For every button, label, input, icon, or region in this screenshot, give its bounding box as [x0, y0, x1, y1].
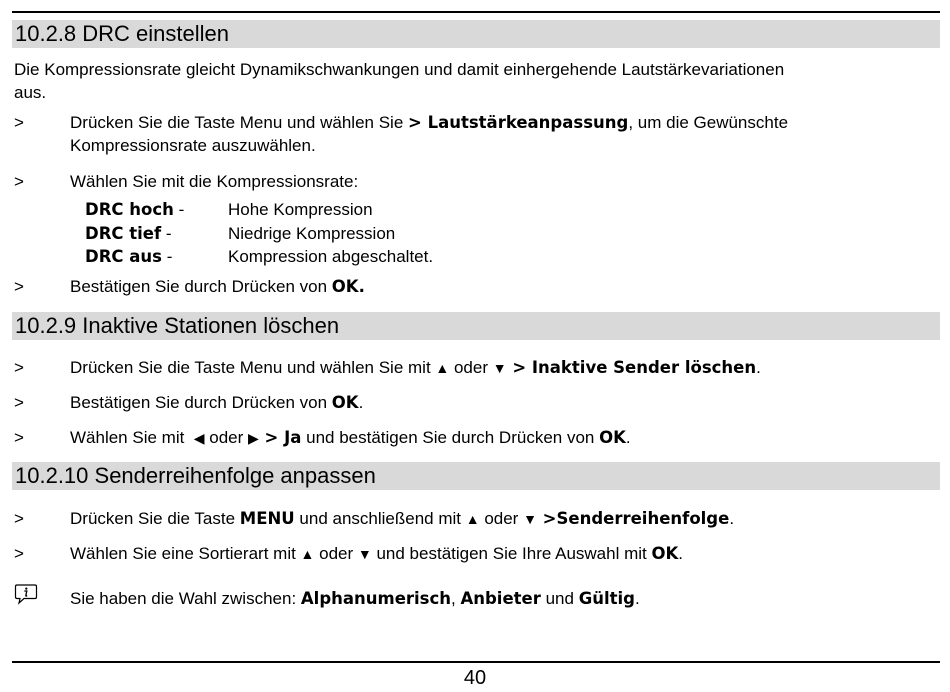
- bullet-marker: >: [14, 172, 24, 191]
- arrow-down-icon: ▼: [357, 546, 372, 562]
- step-choose-yes: Wählen Sie mit ◀ oder ▶ > Ja und bestätigen Sie durch Drücken von OK.: [70, 428, 631, 447]
- drc-option-desc: Niedrige Kompression: [228, 224, 396, 243]
- drc-option-key: DRC hoch -: [85, 200, 185, 219]
- step-confirm: Bestätigen Sie durch Drücken von OK.: [70, 393, 364, 412]
- drc-option-key: DRC tief -: [85, 224, 172, 243]
- section-heading-drc: 10.2.8 DRC einstellen: [12, 20, 940, 48]
- page-number: 40: [463, 667, 487, 689]
- note-sort-options: Sie haben die Wahl zwischen: Alphanumerisch, Anbieter und Gültig.: [70, 589, 640, 608]
- step-open-menu-cont: Kompressionsrate auszuwählen.: [70, 136, 316, 155]
- bottom-rule: [12, 661, 940, 663]
- arrow-up-icon: ▲: [435, 360, 450, 376]
- drc-option-desc: Hohe Kompression: [228, 200, 373, 219]
- bullet-marker: >: [14, 358, 24, 377]
- step-select-rate: Wählen Sie mit die Kompressionsrate:: [70, 172, 359, 191]
- arrow-right-icon: ▶: [248, 430, 259, 446]
- arrow-down-icon: ▼: [492, 360, 507, 376]
- arrow-up-icon: ▲: [465, 511, 480, 527]
- step-open-menu: Drücken Sie die Taste Menu und wählen Sie > Lautstärkeanpassung, um die Gewünschte: [70, 113, 789, 132]
- bullet-marker: >: [14, 277, 24, 296]
- arrow-down-icon: ▼: [523, 511, 537, 527]
- section-heading-order: 10.2.10 Senderreihenfolge anpassen: [12, 462, 940, 490]
- bullet-marker: >: [14, 509, 24, 528]
- paragraph-intro-cont: aus.: [14, 83, 47, 102]
- step-confirm: Bestätigen Sie durch Drücken von OK.: [70, 277, 365, 296]
- section-heading-inactive: 10.2.9 Inaktive Stationen löschen: [12, 312, 940, 340]
- drc-option-key: DRC aus -: [85, 247, 173, 266]
- bullet-marker: >: [14, 428, 24, 447]
- paragraph-intro: Die Kompressionsrate gleicht Dynamikschwankungen und damit einhergehende Lautstärkevariationen: [14, 60, 785, 79]
- info-note-icon: [14, 583, 38, 605]
- arrow-left-icon: ◀: [193, 430, 205, 446]
- top-rule: [12, 11, 940, 13]
- bullet-marker: >: [14, 393, 24, 412]
- step-station-order: Drücken Sie die Taste MENU und anschließend mit ▲ oder ▼ >Senderreihenfolge.: [70, 509, 735, 528]
- bullet-marker: >: [14, 544, 24, 563]
- step-sort-type: Wählen Sie eine Sortierart mit ▲ oder ▼ und bestätigen Sie Ihre Auswahl mit OK.: [70, 544, 684, 563]
- step-delete-inactive: Drücken Sie die Taste Menu und wählen Sie mit ▲ oder ▼ > Inaktive Sender löschen.: [70, 358, 761, 377]
- arrow-up-icon: ▲: [300, 546, 315, 562]
- bullet-marker: >: [14, 113, 24, 132]
- drc-option-desc: Kompression abgeschaltet.: [228, 247, 434, 266]
